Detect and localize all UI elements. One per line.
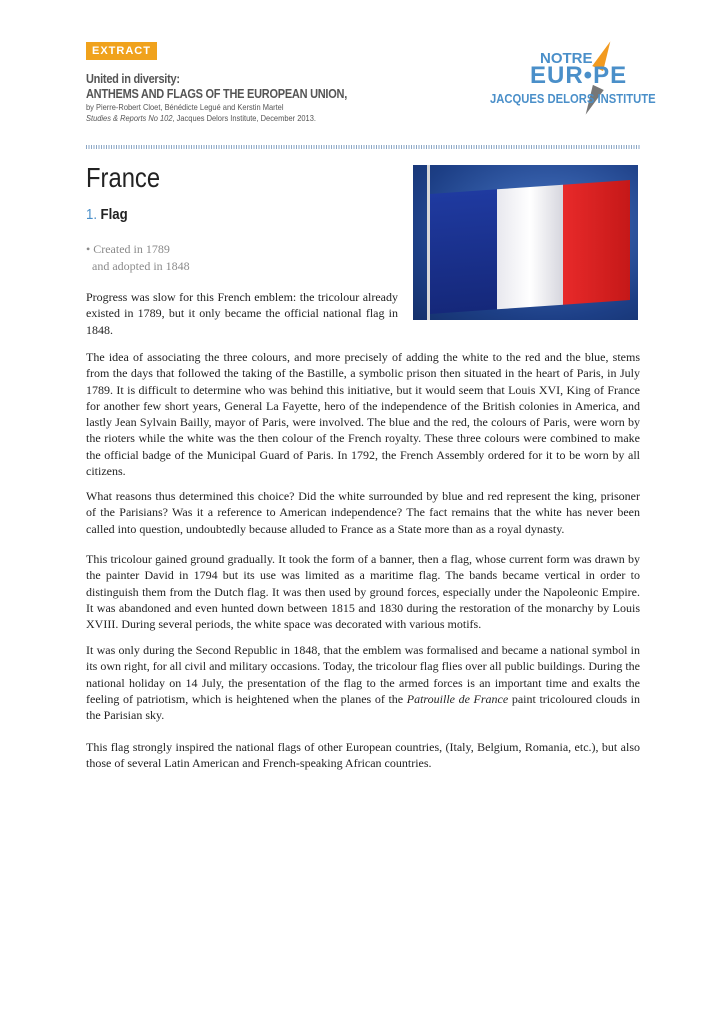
header-authors: by Pierre-Robert Cloet, Bénédicte Legué and Kerstin Martel [86, 102, 284, 112]
paragraph-intro: Progress was slow for this French emblem: the tricolour already existed in 1789, but it only became the official national flag in 1848. [86, 290, 398, 337]
key-facts [86, 241, 190, 275]
fact-created: • Created in 1789 [86, 242, 170, 256]
logo-line1: NOTRE [540, 50, 593, 67]
notre-europe-logo [490, 36, 690, 116]
flag-blue-band [430, 189, 497, 314]
p5-text-b: paint tricoloured clouds in the Parisian sky. [86, 691, 641, 723]
section-label: Flag [100, 206, 128, 223]
series-name: Studies & Reports No 102 [86, 113, 173, 123]
logo-line3: JACQUES DELORS INSTITUTE [490, 92, 656, 106]
p5-text-a: It was only during the Second Republic in 1848, that the emblem was formalised and became a national symbol in its own right, for all civil and military occasions. Today, the tricolour flag flies over all public buildings. During the national holiday on 14 July, the presentation of the flag to the armed forces is an important time and exalts the feeling of patriotism, which is heightened when the planes of the [86, 643, 640, 706]
paragraph-influence: This flag strongly inspired the national flags of other European countries, (Italy, Belgium, Romania, etc.), but also those of several Latin American and French-speaking African countries. [86, 740, 640, 771]
header-subtitle: United in diversity: [86, 72, 180, 86]
page-title: France [86, 162, 161, 193]
paragraph-history: This tricolour gained ground gradually. It took the form of a banner, then a flag, whose current form was drawn by the painter David in 1794 but its use was limited as a maritime flag. The bands became vertical in order to distinguish them from the Dutch flag. It was then used by ground forces, especially under the Napoleonic Empire. It was abandoned and even hunted down between 1815 and 1830 during the restoration of the monarchy by Louis XVIII. During several periods, the white space was decorated with various motifs. [86, 552, 640, 632]
publication-header [86, 72, 383, 124]
series-publisher: , Jacques Delors Institute, December 2013. [172, 113, 316, 123]
paragraph-reasons: What reasons thus determined this choice? Did the white surrounded by blue and red represent the king, prisoner of the Parisians? Was it a reference to American independence? The fact remains that the white has never been called into question, undoubtedly because alluded to France as a State more than as a royal dynasty. [86, 489, 640, 536]
flag-white-band [497, 185, 564, 310]
header-series [86, 113, 347, 124]
p5-italic: Patrouille de France [406, 691, 509, 706]
paragraph-origins: The idea of associating the three colours, and more precisely of adding the white to the red and the blue, stems from the days that followed the taking of the Bastille, a symbolic prison then situated in the heart of Paris, in July 1789. It is difficult to determine who was behind this initiative, but it would seem that Louis XVI, King of France for another few short years, General La Fayette, hero of the independence of the British colonies in America, and lastly Jean Sylvain Bailly, mayor of Paris, were involved. The blue and the red, the colours of Paris, were worn by the rioters while the white was the then colour of the French royalty. These three colours were combined to make the official badge of the Municipal Guard of Paris. In 1792, the French Assembly ordered for it to be worn by all citizens. [86, 350, 640, 479]
flag-red-band [563, 180, 630, 305]
french-flag-photo [413, 165, 638, 320]
section-number: 1. [86, 206, 98, 223]
logo-line2: EUR•PE [530, 62, 628, 89]
dotted-divider [86, 145, 640, 149]
flag-cloth [430, 180, 630, 314]
fact-adopted: and adopted in 1848 [92, 259, 190, 273]
section-heading [86, 206, 128, 223]
header-title: ANTHEMS AND FLAGS OF THE EUROPEAN UNION, [86, 87, 347, 101]
extract-badge: EXTRACT [86, 42, 157, 60]
paragraph-second-republic [86, 642, 640, 723]
